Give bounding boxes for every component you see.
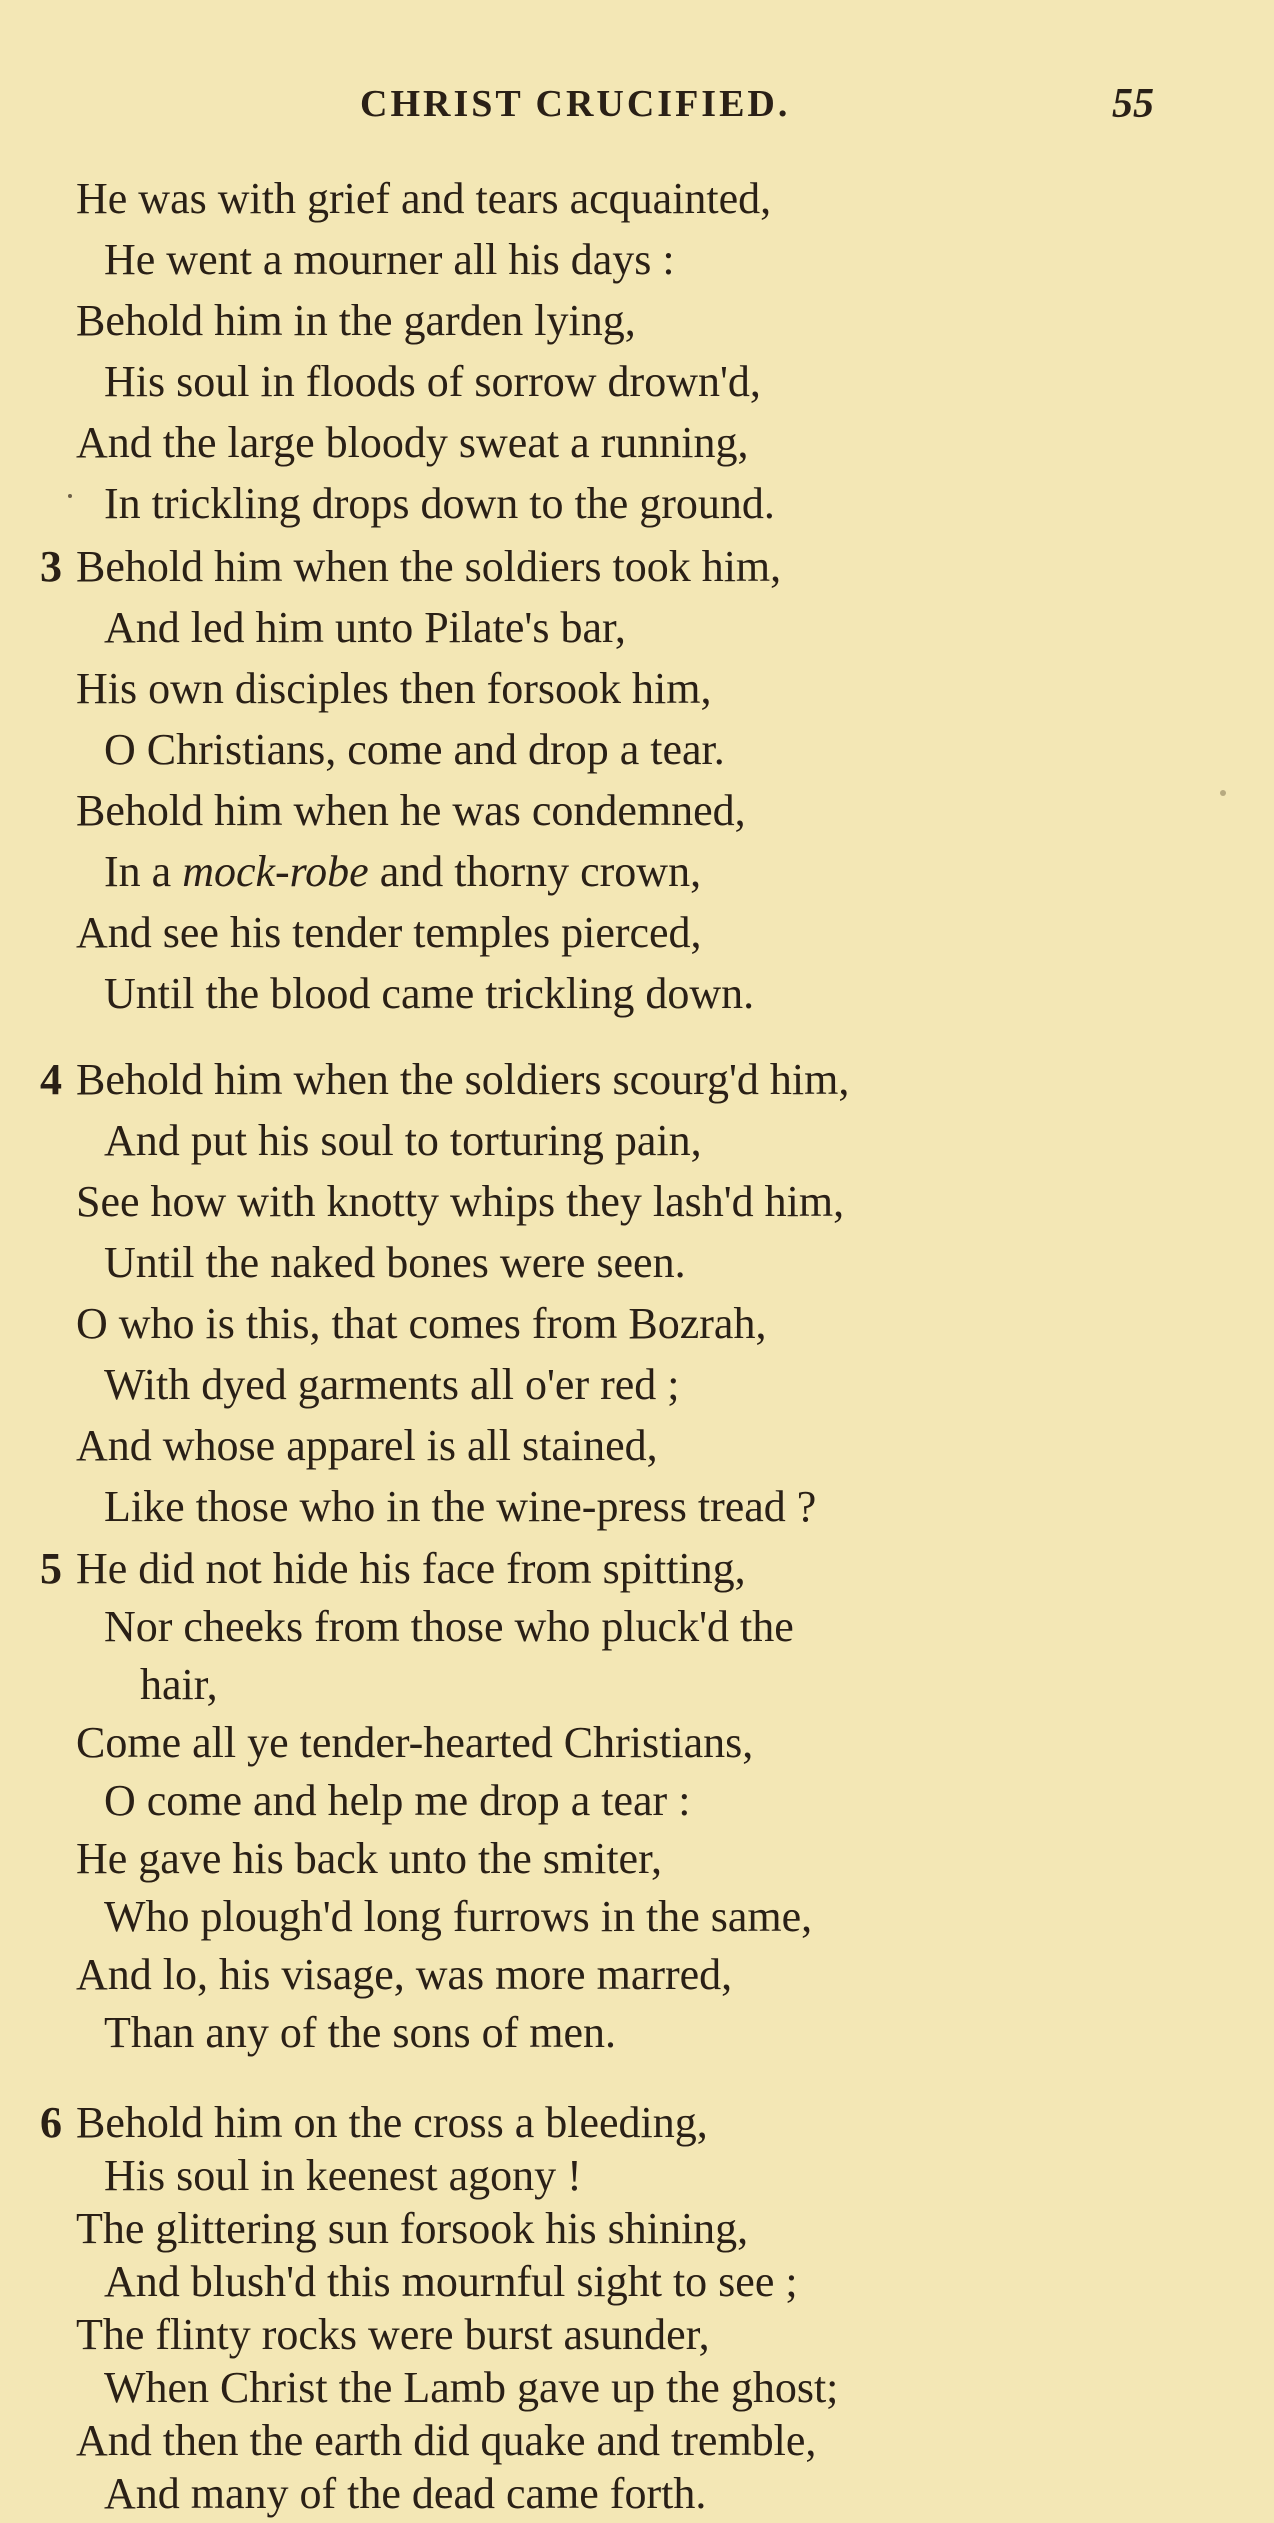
verse-line: Who plough'd long furrows in the same, bbox=[104, 1892, 813, 1941]
verse-line: With dyed garments all o'er red ; bbox=[104, 1360, 680, 1409]
verse-line: Behold him on the cross a bleeding, bbox=[76, 2098, 708, 2147]
verse-line: hair, bbox=[140, 1660, 218, 1709]
page-number: 55 bbox=[1112, 81, 1154, 127]
verse-number: 6 bbox=[40, 2098, 62, 2147]
verse-line: Behold him in the garden lying, bbox=[76, 296, 636, 345]
verse-line: He was with grief and tears acquainted, bbox=[76, 174, 772, 223]
verse-line: The glittering sun forsook his shining, bbox=[76, 2204, 749, 2253]
verse-line: And blush'd this mournful sight to see ; bbox=[104, 2257, 798, 2306]
verse-line: Behold him when the soldiers took him, bbox=[76, 542, 782, 591]
verse-line: Come all ye tender-hearted Christians, bbox=[76, 1718, 754, 1767]
verse-line: Behold him when the soldiers scourg'd him, bbox=[76, 1055, 850, 1104]
verse-line: And see his tender temples pierced, bbox=[76, 908, 702, 957]
verse-number: 3 bbox=[40, 542, 62, 591]
verse-line: He went a mourner all his days : bbox=[104, 235, 675, 284]
verse-line: Like those who in the wine-press tread ? bbox=[104, 1482, 817, 1531]
verse-line: See how with knotty whips they lash'd him, bbox=[76, 1177, 845, 1226]
print-speck bbox=[1220, 790, 1226, 796]
italic-word: mock-robe bbox=[182, 847, 369, 896]
verse-line: Nor cheeks from those who pluck'd the bbox=[104, 1602, 794, 1651]
verse-number: 4 bbox=[40, 1055, 62, 1104]
verse-line: And then the earth did quake and tremble, bbox=[76, 2416, 817, 2465]
verse-line: And put his soul to torturing pain, bbox=[104, 1116, 702, 1165]
page-title: CHRIST CRUCIFIED. bbox=[360, 83, 791, 125]
verse-line: He gave his back unto the smiter, bbox=[76, 1834, 662, 1883]
verse-line: His soul in floods of sorrow drown'd, bbox=[104, 357, 761, 406]
verse-line: Than any of the sons of men. bbox=[104, 2008, 616, 2057]
verse-line: In trickling drops down to the ground. bbox=[104, 479, 775, 528]
verse-line: The flinty rocks were burst asunder, bbox=[76, 2310, 710, 2359]
verse-line: His soul in keenest agony ! bbox=[104, 2151, 582, 2200]
verse-line: O come and help me drop a tear : bbox=[104, 1776, 691, 1825]
print-speck bbox=[68, 494, 72, 498]
verse-line: In a mock-robe and thorny crown, bbox=[104, 847, 702, 896]
verse-line: And whose apparel is all stained, bbox=[76, 1421, 658, 1470]
verse-line: And led him unto Pilate's bar, bbox=[104, 603, 626, 652]
verse-line: Until the blood came trickling down. bbox=[104, 969, 755, 1018]
verse-line: O who is this, that comes from Bozrah, bbox=[76, 1299, 767, 1348]
verse-line: O Christians, come and drop a tear. bbox=[104, 725, 725, 774]
verse-line: And the large bloody sweat a running, bbox=[76, 418, 749, 467]
verse-line: Behold him when he was condemned, bbox=[76, 786, 746, 835]
verse-number: 5 bbox=[40, 1544, 62, 1593]
verse-line: He did not hide his face from spitting, bbox=[76, 1544, 746, 1593]
verse-line: His own disciples then forsook him, bbox=[76, 664, 712, 713]
verse-line: Until the naked bones were seen. bbox=[104, 1238, 686, 1287]
running-head bbox=[0, 82, 1274, 134]
verse-line: And many of the dead came forth. bbox=[104, 2469, 707, 2518]
verse-line: And lo, his visage, was more marred, bbox=[76, 1950, 733, 1999]
verse-line: When Christ the Lamb gave up the ghost; bbox=[104, 2363, 839, 2412]
